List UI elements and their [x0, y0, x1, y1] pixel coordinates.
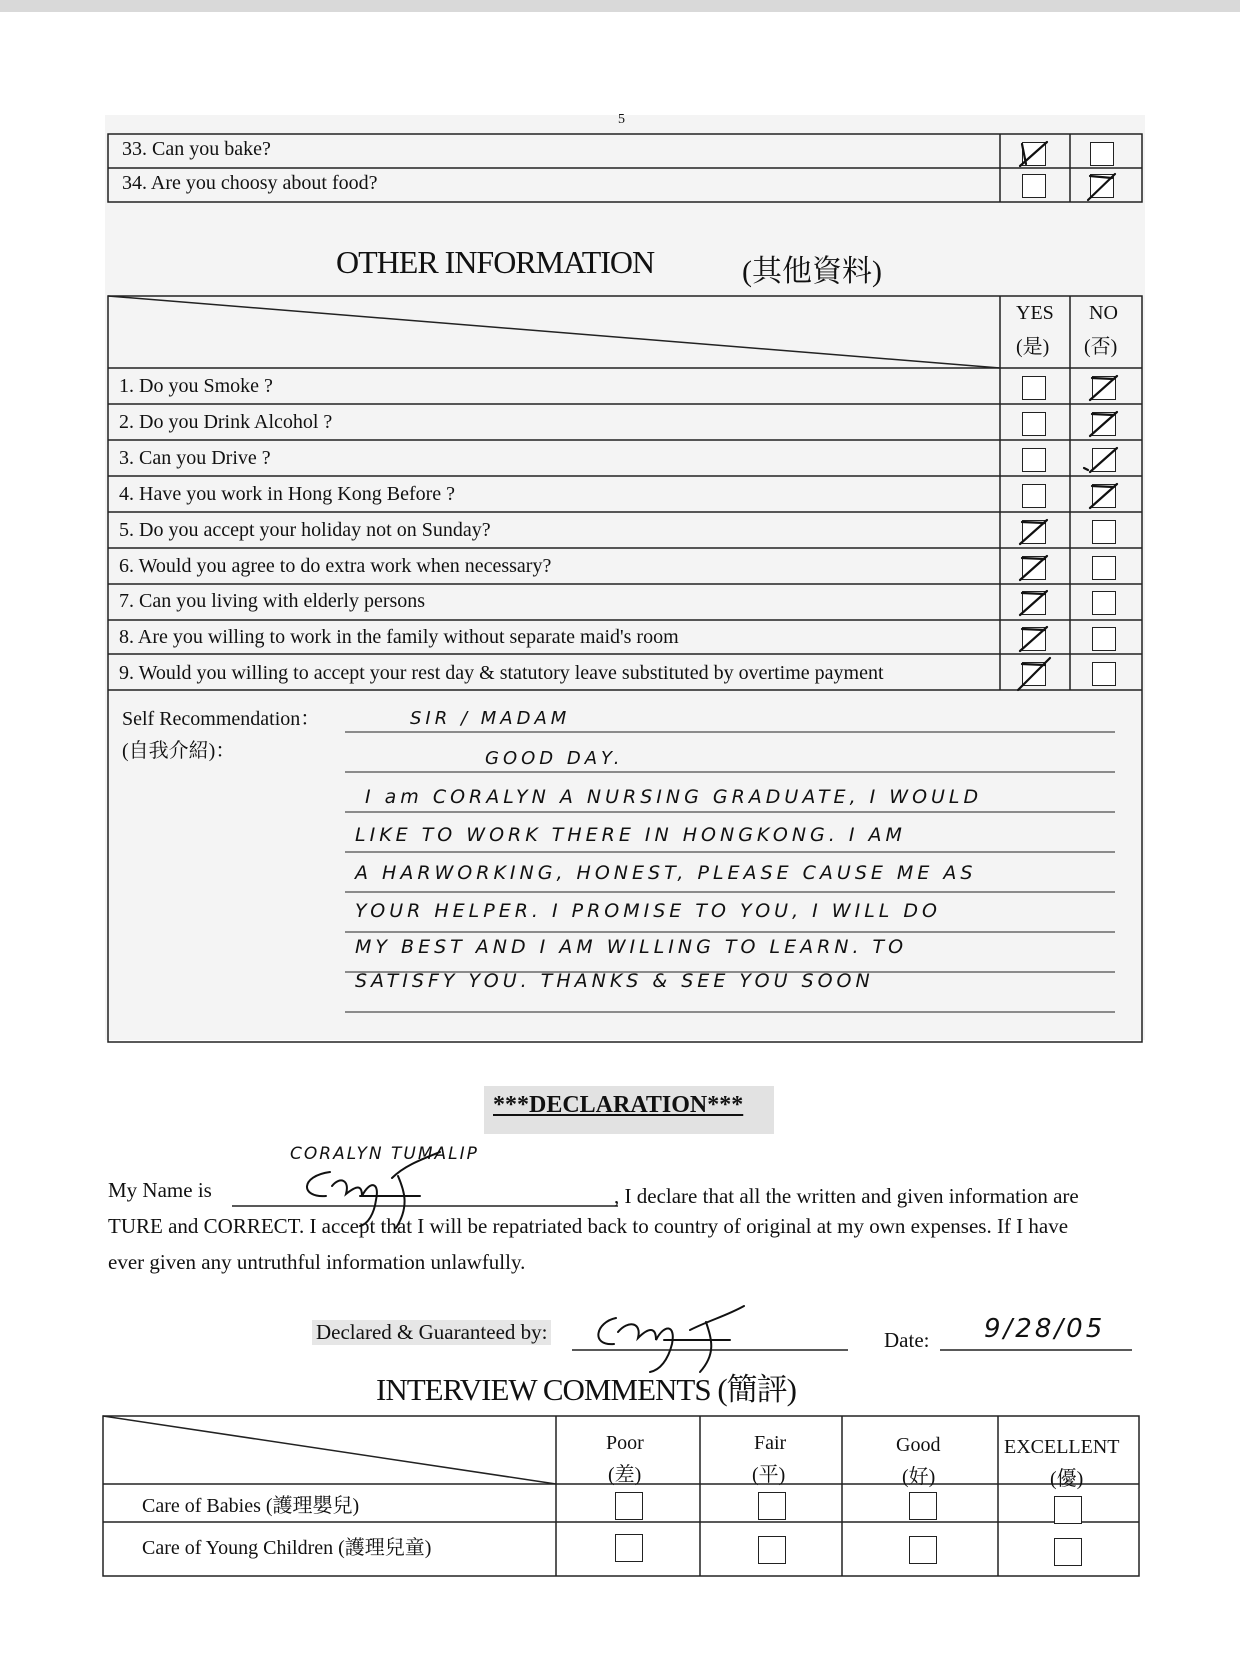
- babies-good-checkbox[interactable]: [909, 1492, 937, 1520]
- self-rec-line-4: LIKE TO WORK THERE IN HONGKONG. I AM: [355, 824, 906, 846]
- col-no-header-cn: (否): [1084, 336, 1118, 358]
- col-poor: Poor: [606, 1432, 644, 1454]
- other-information-title: OTHER INFORMATION: [336, 244, 655, 280]
- children-fair-checkbox[interactable]: [758, 1536, 786, 1564]
- other-info-row-8: 8. Are you willing to work in the family without separate maid's room: [119, 626, 679, 648]
- other-info-row-2: 2. Do you Drink Alcohol ?: [119, 411, 333, 433]
- declaration-title: ***DECLARATION***: [493, 1092, 744, 1118]
- self-rec-label: Self Recommendation：: [122, 708, 321, 730]
- other-info-row-5: 5. Do you accept your holiday not on Sunday?: [119, 519, 491, 541]
- date-label: Date:: [884, 1328, 930, 1352]
- self-rec-line-8: SATISFY YOU. THANKS & SEE YOU SOON: [355, 970, 874, 992]
- col-yes-header-cn: (是): [1016, 336, 1050, 358]
- babies-fair-checkbox[interactable]: [758, 1492, 786, 1520]
- signature-name-line: [307, 1152, 440, 1228]
- other-info-row-1: 1. Do you Smoke ?: [119, 375, 273, 397]
- col-yes-header: YES: [1016, 302, 1054, 324]
- babies-excellent-checkbox[interactable]: [1054, 1496, 1082, 1524]
- other-info-row-6: 6. Would you agree to do extra work when necessary?: [119, 555, 552, 577]
- question-34: 34. Are you choosy about food?: [122, 172, 378, 194]
- self-rec-line-5: A HARWORKING, HONEST, PLEASE CAUSE ME AS: [355, 862, 977, 884]
- col-no-header: NO: [1089, 302, 1118, 324]
- self-rec-line-2: GOOD DAY.: [485, 748, 624, 769]
- col-fair: Fair: [754, 1432, 787, 1454]
- col-excellent: EXCELLENT: [1004, 1436, 1120, 1458]
- declaration-text-line-2: TURE and CORRECT. I accept that I will be repatriated back to country of original at my own expenses. If I have: [108, 1214, 1069, 1238]
- children-poor-checkbox[interactable]: [615, 1534, 643, 1562]
- self-rec-line-3: I am CORALYN A NURSING GRADUATE, I WOULD: [365, 786, 983, 808]
- other-info-row-3: 3. Can you Drive ?: [119, 447, 271, 469]
- other-information-title-cn: (其他資料): [742, 255, 882, 288]
- interview-row-children: Care of Young Children (護理兒童): [142, 1537, 432, 1559]
- page-number: 5: [618, 112, 625, 127]
- handwritten-name: CORALYN TUMALIP: [290, 1144, 479, 1164]
- interview-row-babies: Care of Babies (護理嬰兒): [142, 1495, 360, 1517]
- interview-title: INTERVIEW COMMENTS (簡評): [376, 1372, 796, 1407]
- self-rec-line-7: MY BEST AND I AM WILLING TO LEARN. TO: [355, 936, 908, 958]
- other-info-row-9: 9. Would you willing to accept your rest day & statutory leave substituted by overtime payment: [119, 662, 884, 684]
- self-rec-line-1: SIR / MADAM: [410, 708, 571, 729]
- other-info-row-4: 4. Have you work in Hong Kong Before ?: [119, 483, 456, 505]
- children-excellent-checkbox[interactable]: [1054, 1538, 1082, 1566]
- children-good-checkbox[interactable]: [909, 1536, 937, 1564]
- col-good-cn: (好): [902, 1466, 936, 1488]
- declaration-text-line-1: , I declare that all the written and given information are: [614, 1184, 1079, 1208]
- col-excellent-cn: (優): [1050, 1468, 1084, 1490]
- col-good: Good: [896, 1434, 941, 1456]
- question-33: 33. Can you bake?: [122, 138, 271, 160]
- other-info-row-7: 7. Can you living with elderly persons: [119, 590, 426, 612]
- date-value: 9/28/05: [984, 1314, 1106, 1344]
- self-rec-line-6: YOUR HELPER. I PROMISE TO YOU, I WILL DO: [355, 900, 941, 922]
- self-rec-label-cn: (自我介紹)：: [122, 740, 236, 762]
- col-fair-cn: (平): [752, 1464, 786, 1486]
- declaration-text-line-3: ever given any untruthful information unlawfully.: [108, 1250, 526, 1274]
- guaranteed-label: Declared & Guaranteed by:: [312, 1320, 551, 1345]
- babies-poor-checkbox[interactable]: [615, 1492, 643, 1520]
- signature-guarantee: [598, 1306, 744, 1372]
- col-poor-cn: (差): [608, 1464, 642, 1486]
- declaration-name-prefix: My Name is: [108, 1178, 212, 1202]
